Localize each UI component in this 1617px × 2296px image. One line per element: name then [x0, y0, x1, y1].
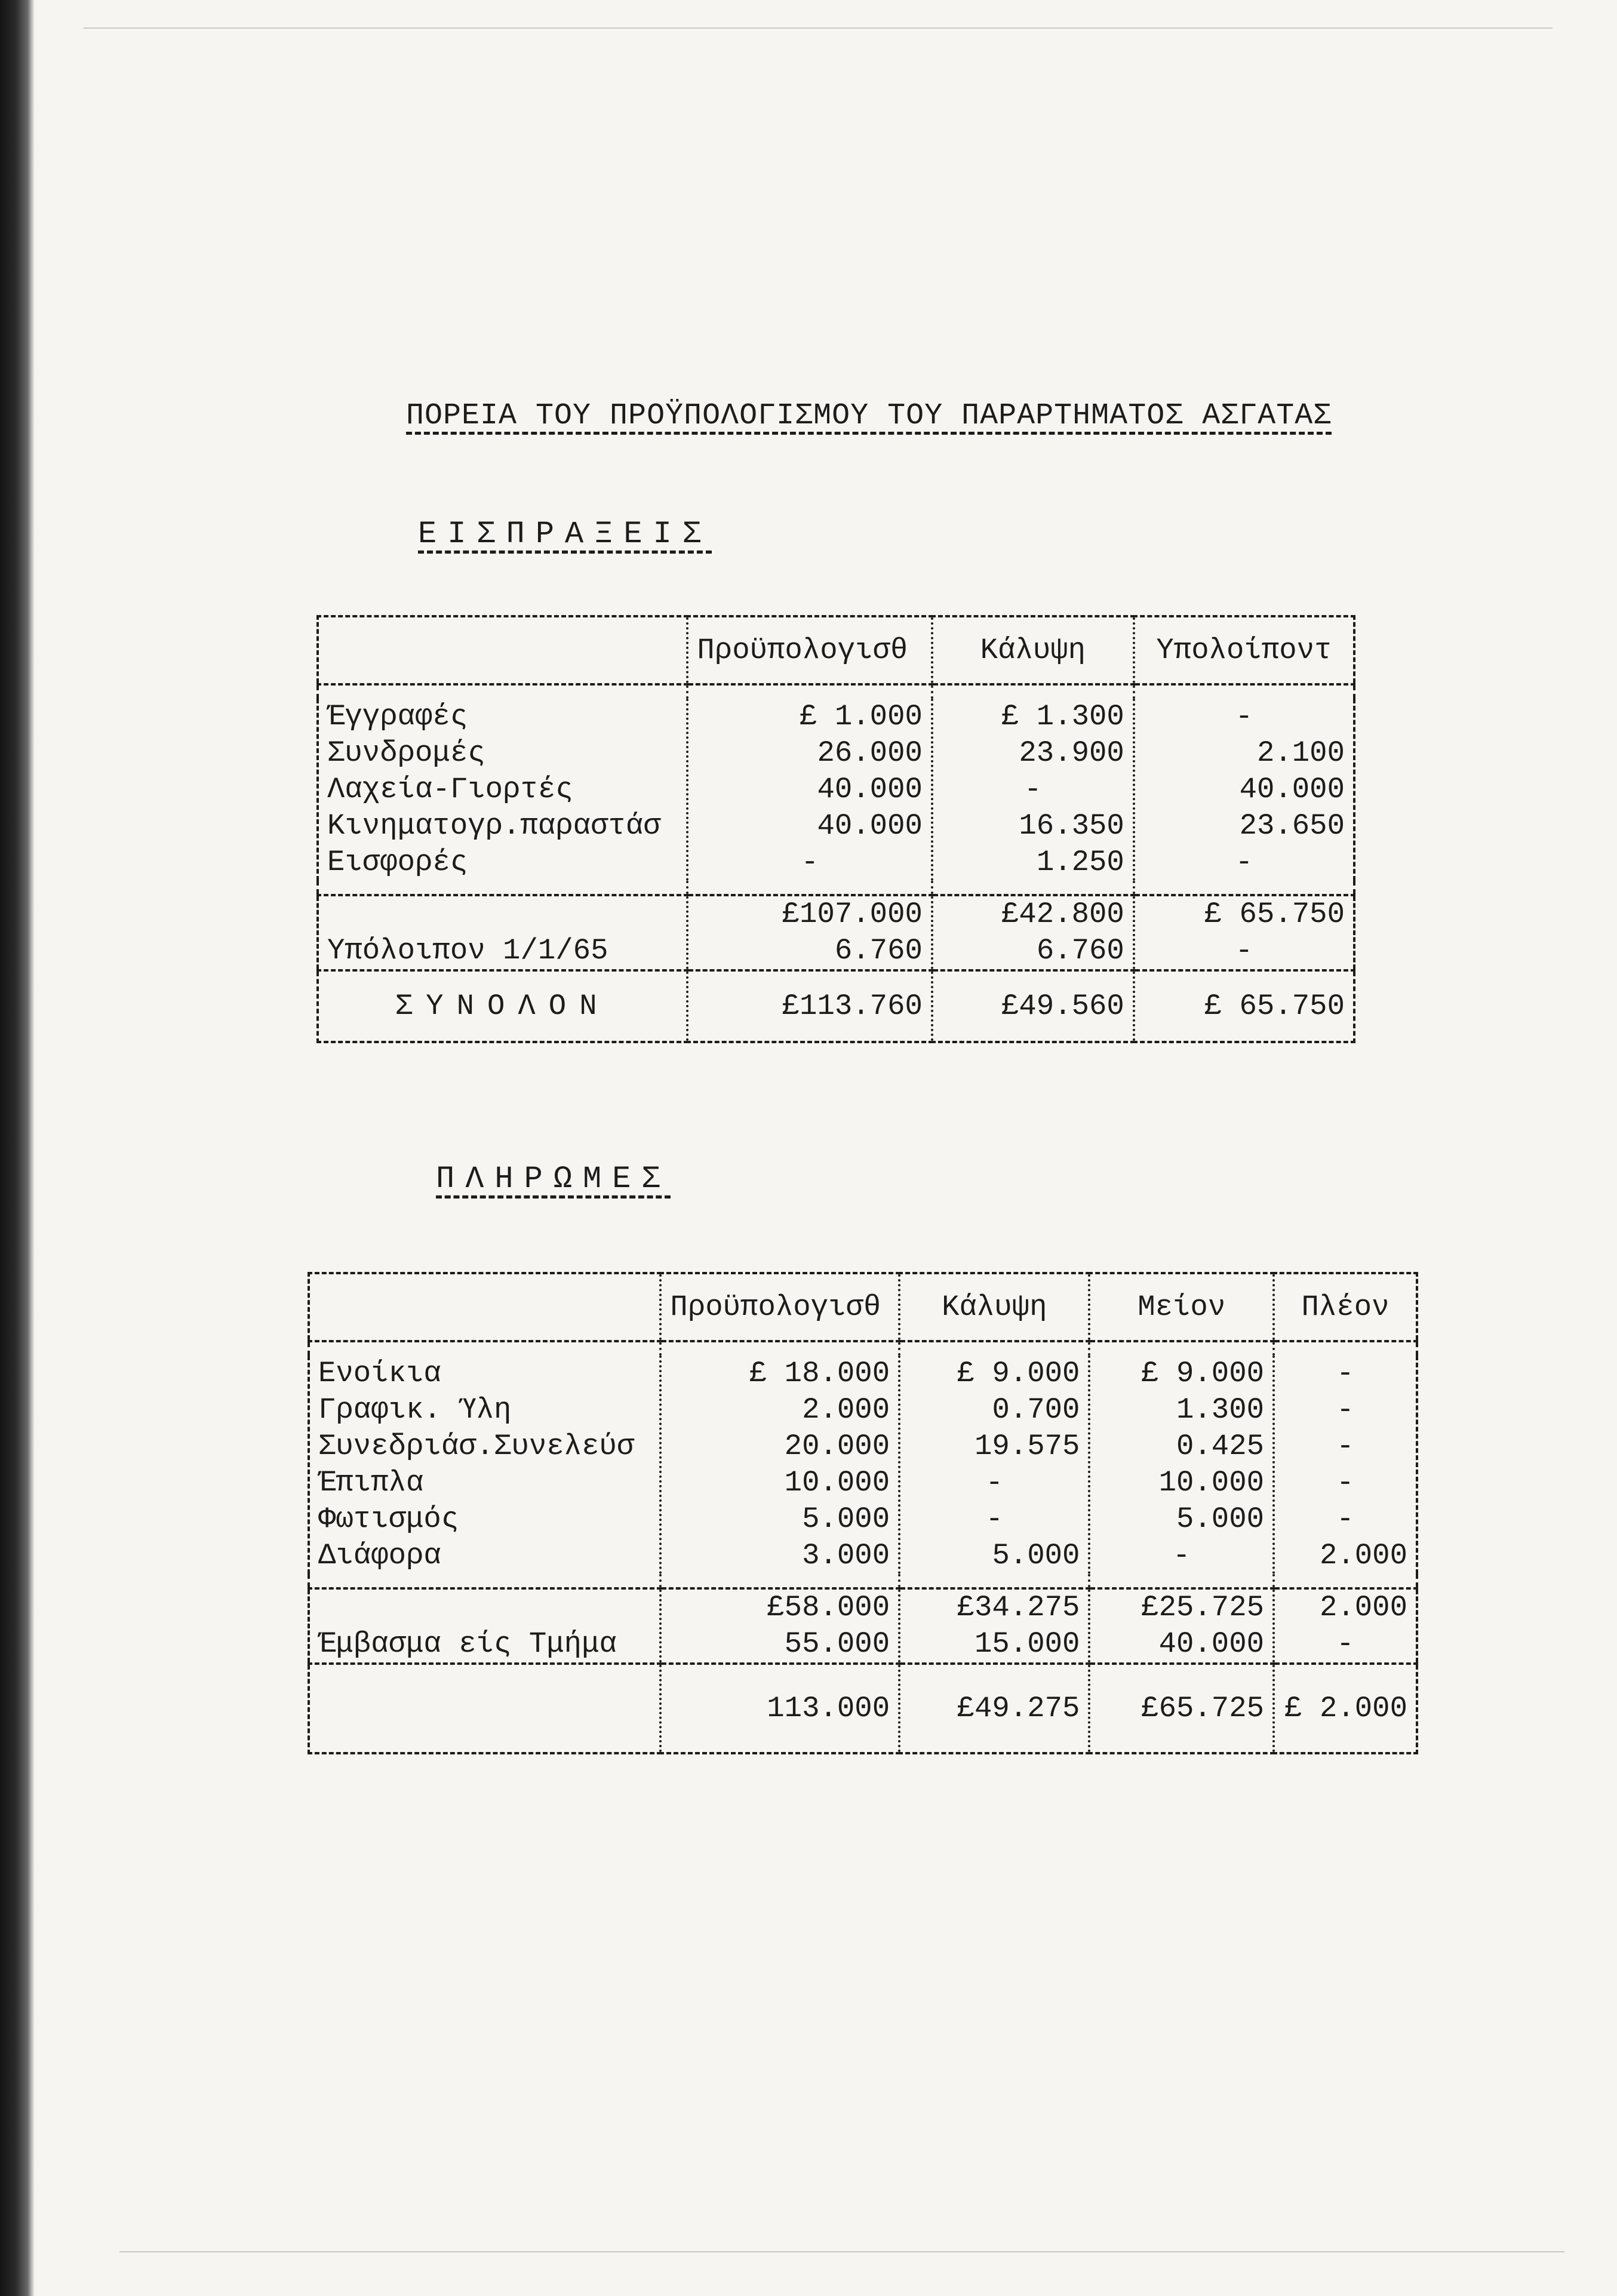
receipts-coverage-cell: 23.900 — [1019, 736, 1124, 770]
payments-remittance-plus-cell: - — [1336, 1627, 1354, 1661]
payments-row-label: Έπιπλα — [318, 1466, 424, 1499]
payments-coverage-cell: 0.700 — [992, 1393, 1080, 1427]
receipts-subtotal-budget-cell: £107.000 — [782, 898, 923, 931]
receipts-total-remainder: £ 65.750 — [1134, 970, 1354, 1042]
payments-col-plus: Πλέον — [1274, 1273, 1417, 1341]
payments-subtotal-budget — [660, 1588, 899, 1664]
payments-col-budget: Προϋπολογισθ — [660, 1273, 899, 1341]
receipts-subtotal-labels — [318, 895, 687, 970]
page-title: ΠΟΡΕΙΑ ΤΟΥ ΠΡΟΫΠΟΛΟΓΙΣΜΟΥ ΤΟΥ ΠΑΡΑΡΤΗΜΑΤΟΣ ΑΣΓΑΤΑΣ — [406, 399, 1332, 433]
payments-coverage-cell: £ 9.000 — [957, 1357, 1080, 1390]
receipts-subtotal-coverage — [932, 895, 1134, 970]
receipts-total-label: ΣΥΝΟΛΟΝ — [318, 970, 687, 1042]
receipts-remainder-values — [1134, 699, 1354, 881]
bottom-faint-rule — [119, 2251, 1564, 2252]
payments-minus-cell: £ 9.000 — [1141, 1357, 1265, 1390]
payments-subtotal-plus — [1274, 1588, 1417, 1664]
receipts-remainder-cell: 40.000 — [1239, 773, 1345, 806]
scanned-binding-edge — [0, 0, 35, 2296]
payments-plus-cell: - — [1336, 1502, 1354, 1536]
payments-subtotal-minus — [1089, 1588, 1274, 1664]
payments-table — [308, 1272, 1418, 1754]
payments-subtotal-coverage — [899, 1588, 1089, 1664]
payments-heading: ΠΛΗΡΩΜΕΣ — [436, 1161, 671, 1197]
payments-remittance-coverage-cell: 15.000 — [974, 1627, 1080, 1661]
receipts-row-label: Έγγραφές — [327, 700, 468, 733]
receipts-remainder-cell: 2.100 — [1256, 736, 1345, 770]
receipts-row-label: Λαχεία-Γιορτές — [327, 773, 573, 806]
receipts-header-row — [318, 616, 1354, 684]
payments-remittance-budget-cell: 55.000 — [784, 1627, 890, 1661]
receipts-total-budget: £113.760 — [687, 970, 932, 1042]
payments-row-label: Συνεδριάσ.Συνελεύσ — [318, 1430, 635, 1463]
payments-col-coverage: Κάλυψη — [899, 1273, 1089, 1341]
payments-budget-cell: 5.000 — [802, 1502, 890, 1536]
payments-row-label: Φωτισμός — [318, 1502, 459, 1536]
receipts-budget-cell: - — [801, 846, 819, 879]
receipts-coverage-cell: £ 1.300 — [1001, 700, 1124, 733]
payments-budget-cell: 3.000 — [802, 1539, 890, 1572]
receipts-subtotal-block — [318, 895, 1354, 970]
payments-plus-cell: 2.000 — [1319, 1539, 1407, 1572]
receipts-heading: ΕΙΣΠΡΑΞΕΙΣ — [418, 517, 712, 552]
payments-plus-cell: - — [1336, 1466, 1354, 1499]
payments-total-minus: £65.725 — [1089, 1664, 1274, 1753]
receipts-labels — [318, 699, 687, 881]
payments-body-rows — [309, 1356, 1417, 1574]
payments-col-minus: Μείον — [1089, 1273, 1274, 1341]
payments-minus-cell: 1.300 — [1176, 1393, 1265, 1427]
payments-budget-cell: 2.000 — [802, 1393, 890, 1427]
receipts-balance-remainder-cell: - — [1235, 934, 1253, 967]
payments-coverage-values — [899, 1356, 1089, 1574]
receipts-subtotal-budget — [687, 895, 932, 970]
payments-plus-cell: - — [1336, 1430, 1354, 1463]
payments-budget-cell: £ 18.000 — [749, 1357, 890, 1390]
payments-subtotal-plus-cell: 2.000 — [1319, 1591, 1407, 1624]
receipts-table — [316, 615, 1355, 1043]
receipts-row-label: Συνδρομές — [327, 736, 485, 770]
receipts-balance-label: Υπόλοιπον 1/1/65 — [327, 934, 608, 967]
payments-coverage-cell: - — [985, 1466, 1003, 1499]
receipts-col-coverage: Κάλυψη — [932, 616, 1134, 684]
payments-header-blank — [309, 1273, 660, 1341]
payments-remittance-label: Έμβασμα είς Τμήμα — [318, 1627, 617, 1661]
receipts-row-label: Εισφορές — [327, 846, 468, 879]
receipts-balance-coverage-cell: 6.760 — [1036, 934, 1124, 967]
payments-subtotal-coverage-cell: £34.275 — [957, 1591, 1080, 1624]
receipts-body-rows — [318, 699, 1354, 881]
payments-budget-cell: 20.000 — [784, 1430, 890, 1463]
payments-subtotal-minus-cell: £25.725 — [1141, 1591, 1265, 1624]
payments-labels — [309, 1356, 660, 1574]
payments-plus-values — [1274, 1356, 1417, 1574]
receipts-budget-cell: 40.000 — [817, 809, 923, 843]
receipts-budget-cell: 40.000 — [817, 773, 923, 806]
payments-header-row — [309, 1273, 1417, 1341]
receipts-subtotal-remainder — [1134, 895, 1354, 970]
receipts-subtotal-remainder-cell: £ 65.750 — [1204, 898, 1345, 931]
receipts-budget-cell: 26.000 — [817, 736, 923, 770]
receipts-subtotal-coverage-cell: £42.800 — [1001, 898, 1124, 931]
payments-minus-cell: 0.425 — [1176, 1430, 1265, 1463]
payments-coverage-cell: - — [985, 1502, 1003, 1536]
receipts-remainder-cell: - — [1235, 846, 1253, 879]
payments-minus-cell: 10.000 — [1158, 1466, 1265, 1499]
receipts-row-label: Κινηματογρ.παραστάσ — [327, 809, 661, 843]
receipts-col-budget: Προϋπολογισθ — [687, 616, 932, 684]
top-faint-rule — [84, 27, 1553, 29]
payments-total-row — [309, 1664, 1417, 1753]
receipts-balance-budget-cell: 6.760 — [834, 934, 923, 967]
payments-plus-cell: - — [1336, 1393, 1354, 1427]
receipts-total-row — [318, 970, 1354, 1042]
receipts-header-blank — [318, 616, 687, 684]
payments-total-label — [309, 1664, 660, 1753]
payments-total-coverage: £49.275 — [899, 1664, 1089, 1753]
payments-remittance-minus-cell: 40.000 — [1158, 1627, 1265, 1661]
receipts-coverage-cell: 1.250 — [1036, 846, 1124, 879]
payments-row-label: Διάφορα — [318, 1539, 441, 1572]
receipts-total-coverage: £49.560 — [932, 970, 1134, 1042]
payments-plus-cell: - — [1336, 1357, 1354, 1390]
receipts-col-remainder: Υπολοίποντ — [1134, 616, 1354, 684]
receipts-coverage-values — [932, 699, 1134, 881]
receipts-budget-values — [687, 699, 932, 881]
payments-minus-cell: 5.000 — [1176, 1502, 1265, 1536]
receipts-coverage-cell: 16.350 — [1019, 809, 1124, 843]
receipts-coverage-cell: - — [1024, 773, 1042, 806]
receipts-remainder-cell: 23.650 — [1239, 809, 1345, 843]
payments-coverage-cell: 19.575 — [974, 1430, 1080, 1463]
receipts-budget-cell: £ 1.000 — [800, 700, 923, 733]
payments-subtotal-labels — [309, 1588, 660, 1664]
payments-budget-cell: 10.000 — [784, 1466, 890, 1499]
payments-coverage-cell: 5.000 — [992, 1539, 1080, 1572]
receipts-remainder-cell: - — [1235, 700, 1253, 733]
payments-row-label: Γραφικ. Ύλη — [318, 1393, 512, 1427]
payments-row-label: Ενοίκια — [318, 1357, 441, 1390]
payments-minus-values — [1089, 1356, 1274, 1574]
payments-budget-values — [660, 1356, 899, 1574]
payments-total-budget: 113.000 — [660, 1664, 899, 1753]
payments-minus-cell: - — [1173, 1539, 1191, 1572]
payments-subtotal-budget-cell: £58.000 — [767, 1591, 890, 1624]
payments-subtotal-block — [309, 1588, 1417, 1664]
payments-total-plus: £ 2.000 — [1274, 1664, 1417, 1753]
